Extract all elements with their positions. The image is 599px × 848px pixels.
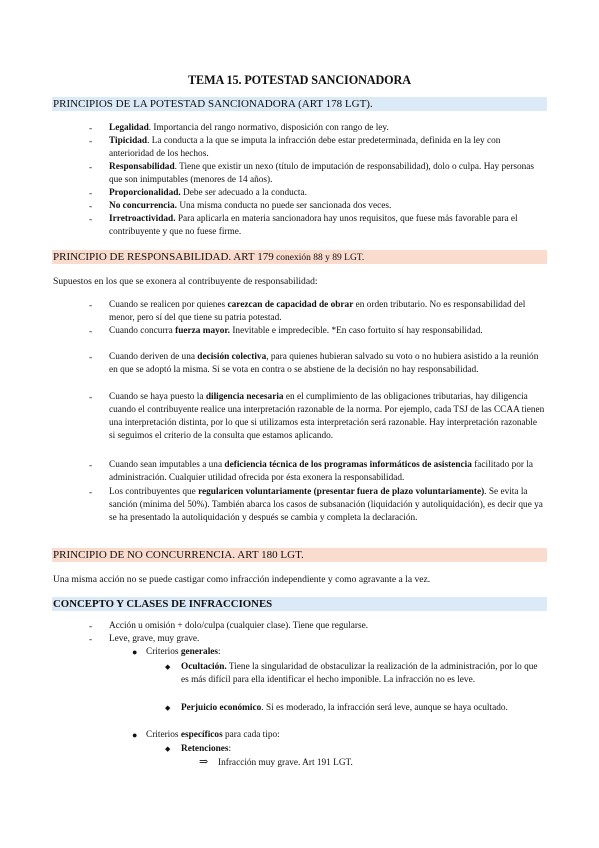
document-title: TEMA 15. POTESTAD SANCIONADORA (188, 73, 411, 87)
list-item-deficiencia-tecnica (109, 459, 545, 485)
item-pre: Los contribuyentes que (109, 487, 199, 497)
item-post: en orden tributario. No es responsabilidad del menor, pero sí del que tiene su patria potestad. (109, 300, 526, 323)
item-text: Una misma conducta no puede ser sancionada dos veces. (177, 201, 392, 211)
criterios-especificos (146, 729, 546, 742)
no-concurrencia-paragraph: Una misma acción no se puede castigar como infracción independiente y como agravante a la vez. (53, 574, 431, 585)
bullet-dash: - (89, 621, 93, 632)
criterios-generales (146, 646, 546, 659)
criterio-retenciones (181, 743, 546, 756)
list-item-diligencia (109, 391, 545, 443)
bullet-dash: - (89, 352, 93, 363)
item-post: en el cumplimiento de las obligaciones tributarias, hay diligencia cuando el contribuyente realice una interpretación razonable de la norma. Por ejemplo, cada TSJ de las CCAA tienen una interpretación distinta, por lo que si utilizamos esta interpretación será razonable. Hay interpretación razonable si seguimos el criterio de la consulta que estamos aplicando. (109, 392, 545, 441)
retenciones-detail: Infracción muy grave. Art 191 LGT. (218, 758, 353, 768)
list-item-no-concurrencia (109, 200, 545, 213)
item-post: : (228, 744, 232, 754)
item-pre: Cuando concurra (109, 326, 176, 336)
list-item-proporcionalidad (109, 187, 545, 200)
list-item-accion: Acción u omisión + dolo/culpa (cualquier clase). Tiene que regularse. (109, 621, 369, 631)
term: Ocultación. (181, 662, 227, 672)
list-item-irretroactividad (109, 213, 545, 239)
bullet-dash: - (89, 326, 93, 337)
criterio-ocultacion (181, 661, 546, 687)
bullet-dot: ● (132, 730, 138, 740)
bullet-dash: - (89, 201, 93, 212)
item-text: Tiene la singularidad de obstaculizar la realización de la administración, por lo que es más difícil para ella identificar el hecho imponible. La infracción no es leve. (181, 662, 538, 685)
item-post: para cada tipo: (222, 730, 280, 740)
bullet-dash: - (89, 214, 93, 225)
bullet-dash: - (89, 460, 93, 471)
term: fuerza mayor. (175, 326, 230, 336)
item-pre: Criterios (146, 647, 181, 657)
item-post: facilitado por la administración. Cualquier utilidad ofrecida por ésta exonera la responsabilidad. (109, 460, 534, 483)
term: Proporcionalidad. (109, 188, 181, 198)
term: diligencia necesaria (205, 392, 284, 402)
bullet-dash: - (89, 487, 93, 498)
term: Retenciones (181, 744, 229, 754)
bullet-diamond: ◆ (165, 663, 171, 671)
list-item-regularicen (109, 486, 545, 525)
bullet-dash: - (89, 188, 93, 199)
item-post: , para quienes hubieran salvado su voto o no hubiera asistido a la reunión en que se adoptó la misma. Si se vota en contra o se abstiene de la decisión no hay responsabilidad. (109, 352, 539, 375)
section-heading-responsabilidad (52, 250, 547, 264)
heading-main: PRINCIPIO DE RESPONSABILIDAD. ART 179 (53, 251, 274, 263)
bullet-dash: - (89, 162, 93, 173)
bullet-dash: - (89, 136, 93, 147)
list-item-fuerza-mayor (109, 325, 545, 338)
item-pre: Cuando deriven de una (109, 352, 198, 362)
list-item-capacidad (109, 299, 545, 325)
item-pre: Cuando se haya puesto la (109, 392, 206, 402)
term: generales (180, 647, 219, 657)
bullet-dash: - (89, 123, 93, 134)
bullet-dash: - (89, 300, 93, 311)
term: Legalidad (109, 123, 149, 133)
item-text: . Si es moderado, la infracción será leve, aunque se haya ocultado. (261, 703, 508, 713)
item-text: . La conducta a la que se imputa la infracción debe estar predeterminada, definida en la ley con anterioridad de los hechos. (109, 136, 501, 159)
term: Irretroactividad. (109, 214, 176, 224)
bullet-diamond: ◆ (165, 745, 171, 753)
term: deficiencia técnica de los programas informáticos de asistencia (224, 460, 472, 470)
criterio-perjuicio (181, 702, 546, 715)
term: regularicen voluntariamente (presentar fuera de plazo voluntariamente) (198, 487, 485, 497)
item-text: . Tiene que existir un nexo (título de imputación de responsabilidad), dolo o culpa. Hay personas que son inimputables (menores de 14 años). (109, 162, 535, 185)
bullet-dash: - (89, 392, 93, 403)
section-heading-principios: PRINCIPIOS DE LA POTESTAD SANCIONADORA (ART 178 LGT). (52, 97, 547, 111)
item-pre: Cuando sean imputables a una (109, 460, 225, 470)
item-post: Inevitable e impredecible. *En caso fortuito sí hay responsabilidad. (230, 326, 483, 336)
term: carezcan de capacidad de obrar (227, 300, 354, 310)
bullet-diamond: ◆ (165, 704, 171, 712)
list-item-legalidad (109, 122, 545, 135)
list-item-leve-grave: Leve, grave, muy grave. (109, 634, 200, 644)
section-heading-no-concurrencia: PRINCIPIO DE NO CONCURRENCIA. ART 180 LGT. (52, 548, 547, 562)
item-text: Debe ser adecuado a la conducta. (180, 188, 307, 198)
bullet-dot: ● (132, 647, 138, 657)
heading-suffix: conexión 88 y 89 LGT. (273, 253, 365, 263)
list-item-responsabilidad (109, 161, 545, 187)
intro-paragraph: Supuestos en los que se exonera al contribuyente de responsabilidad: (53, 276, 318, 287)
item-post: : (218, 647, 221, 657)
list-item-decision-colectiva (109, 351, 545, 377)
section-heading-infracciones: CONCEPTO Y CLASES DE INFRACCIONES (52, 597, 547, 611)
list-item-tipicidad (109, 135, 545, 161)
item-post: . Se evita la sanción (mínima del 50%). También abarca los casos de subsanación (liquidación y autoliquidación), es decir que ya se ha presentado la autoliquidación y después se cambia y completa la declaración. (109, 487, 543, 523)
item-text: . Importancia del rango normativo, disposición con rango de ley. (148, 123, 389, 133)
bullet-dash: - (89, 634, 93, 645)
term: específicos (180, 730, 223, 740)
arrow-right-icon: ⇒ (199, 756, 209, 768)
term: Tipicidad (109, 136, 148, 146)
term: decisión colectiva (197, 352, 267, 362)
item-pre: Criterios (146, 730, 181, 740)
term: Perjuicio económico (181, 703, 262, 713)
term: No concurrencia. (109, 201, 177, 211)
item-pre: Cuando se realicen por quienes (109, 300, 228, 310)
term: Responsabilidad (109, 162, 175, 172)
item-text: Para aplicarla en materia sancionadora hay unos requisitos, que fuese más favorable para el contribuyente y que no fuese firme. (109, 214, 518, 237)
